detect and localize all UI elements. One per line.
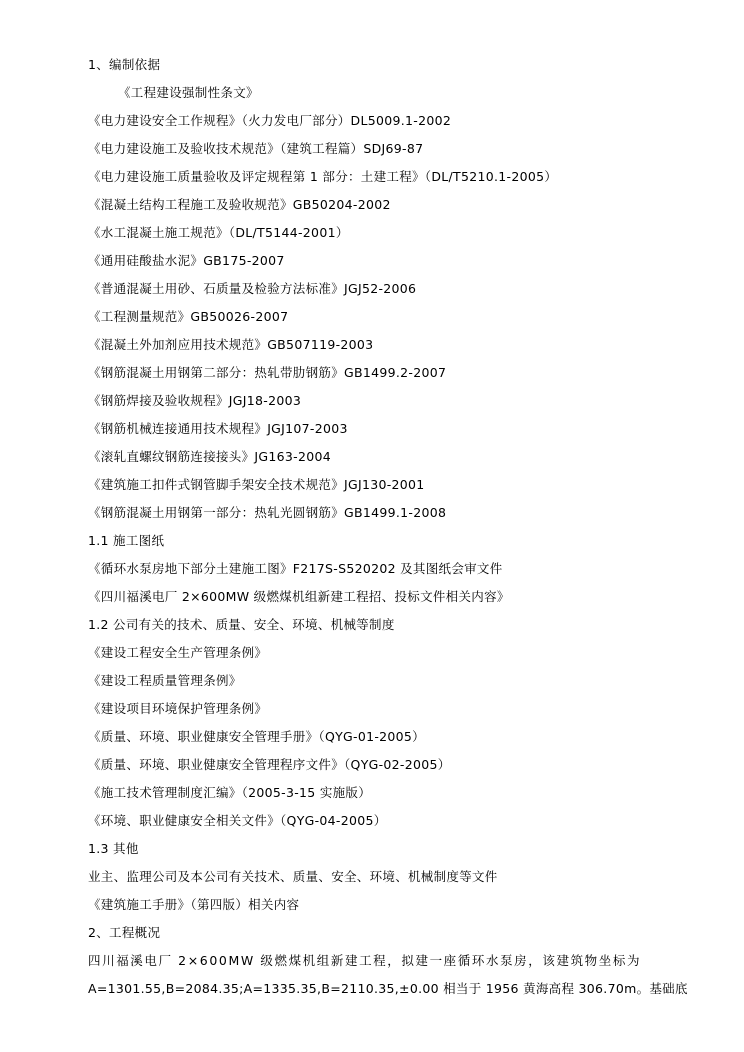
drawing-item: 《循环水泵房地下部分土建施工图》F217S-S520202 及其图纸会审文件: [88, 561, 503, 576]
standard-item: 《普通混凝土用砂、石质量及检验方法标准》JGJ52-2006: [88, 281, 417, 296]
company-rule-item: 《建设项目环境保护管理条例》: [88, 701, 268, 716]
overview-paragraph-line: A=1301.55,B=2084.35;A=1335.35,B=2110.35,±0.00 相当于 1956 黄海高程 306.70m。基础底: [88, 981, 688, 996]
standard-item: 《电力建设安全工作规程》（火力发电厂部分）DL5009.1-2002: [88, 113, 452, 128]
company-rule-item: 《建设工程质量管理条例》: [88, 673, 242, 688]
standard-item: 《水工混凝土施工规范》（DL/T5144-2001）: [88, 225, 349, 240]
standard-item: 《混凝土结构工程施工及验收规范》GB50204-2002: [88, 197, 391, 212]
standard-item: 《滚轧直螺纹钢筋连接接头》JG163-2004: [88, 449, 331, 464]
company-rule-item: 《质量、环境、职业健康安全管理程序文件》（QYG-02-2005）: [88, 757, 451, 772]
section-heading-drawings: 1.1 施工图纸: [88, 533, 165, 548]
standard-item: 《电力建设施工质量验收及评定规程第 1 部分：土建工程》（DL/T5210.1-2005）: [88, 169, 558, 184]
overview-paragraph-line: 四川福溪电厂 2×600MW 级燃煤机组新建工程，拟建一座循环水泵房，该建筑物坐标为: [88, 953, 642, 968]
standard-item: 《钢筋混凝土用钢第一部分：热轧光圆钢筋》GB1499.1-2008: [88, 505, 447, 520]
standard-item: 《通用硅酸盐水泥》GB175-2007: [88, 253, 285, 268]
standard-item: 《混凝土外加剂应用技术规范》GB507119-2003: [88, 337, 374, 352]
standard-item: 《钢筋焊接及验收规程》JGJ18-2003: [88, 393, 302, 408]
other-item: 业主、监理公司及本公司有关技术、质量、安全、环境、机械制度等文件: [88, 869, 498, 884]
section-heading-overview: 2、工程概况: [88, 925, 161, 940]
section-heading-basis: 1、编制依据: [88, 57, 161, 72]
standard-item: 《电力建设施工及验收技术规范》（建筑工程篇）SDJ69-87: [88, 141, 424, 156]
standard-item: 《建筑施工扣件式钢管脚手架安全技术规范》JGJ130-2001: [88, 477, 425, 492]
company-rule-item: 《环境、职业健康安全相关文件》（QYG-04-2005）: [88, 813, 387, 828]
drawing-item: 《四川福溪电厂 2×600MW 级燃煤机组新建工程招、投标文件相关内容》: [88, 589, 510, 604]
standard-item: 《钢筋混凝土用钢第二部分：热轧带肋钢筋》GB1499.2-2007: [88, 365, 447, 380]
company-rule-item: 《质量、环境、职业健康安全管理手册》（QYG-01-2005）: [88, 729, 425, 744]
section-heading-other: 1.3 其他: [88, 841, 139, 856]
section-heading-company-rules: 1.2 公司有关的技术、质量、安全、环境、机械等制度: [88, 617, 395, 632]
company-rule-item: 《施工技术管理制度汇编》（2005-3-15 实施版）: [88, 785, 372, 800]
standard-item: 《钢筋机械连接通用技术规程》JGJ107-2003: [88, 421, 348, 436]
company-rule-item: 《建设工程安全生产管理条例》: [88, 645, 268, 660]
standard-item: 《工程建设强制性条文》: [118, 85, 259, 100]
other-item: 《建筑施工手册》（第四版）相关内容: [88, 897, 300, 912]
standard-item: 《工程测量规范》GB50026-2007: [88, 309, 289, 324]
